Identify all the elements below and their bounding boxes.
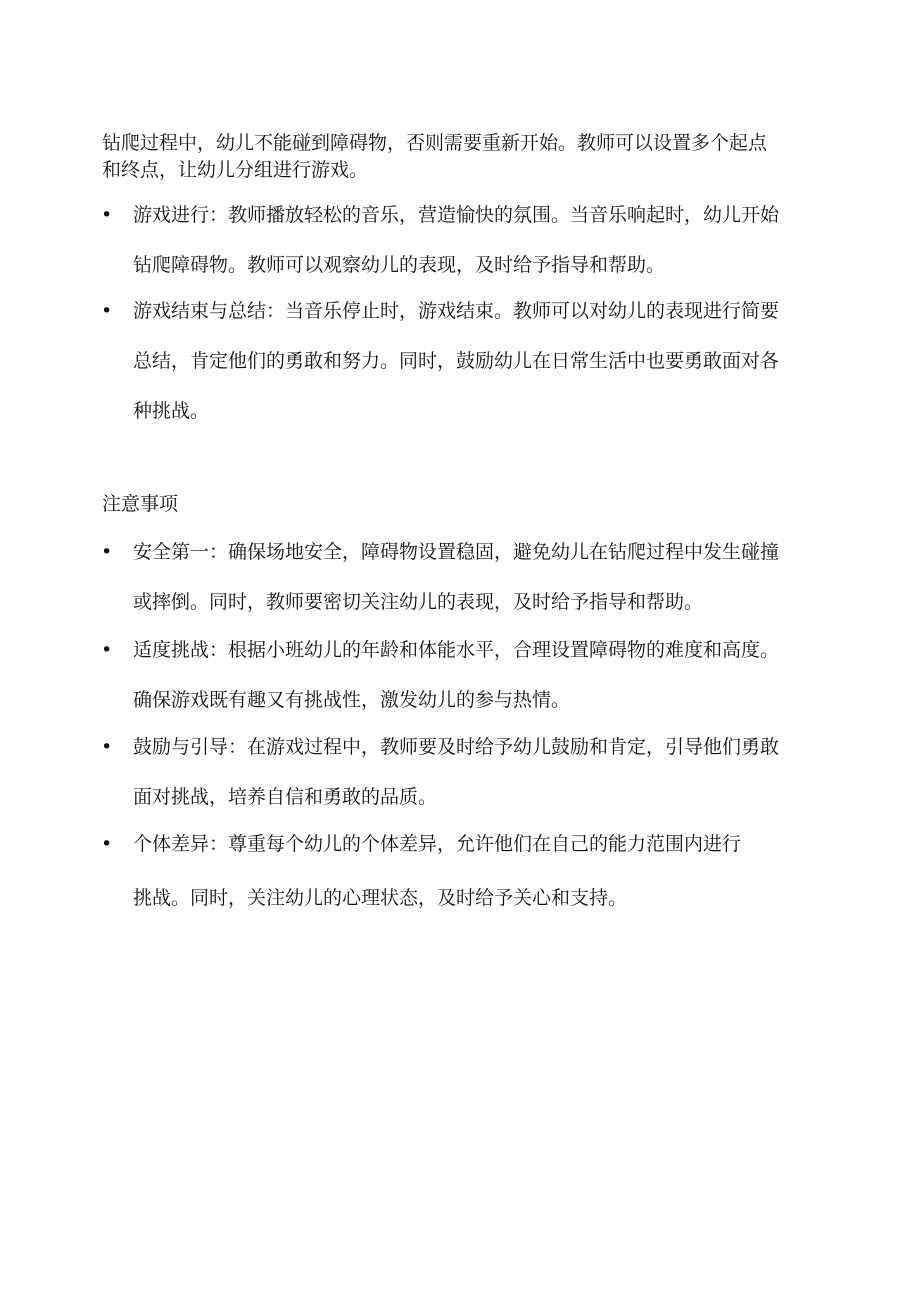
list-item-individual-differences — [0, 819, 920, 923]
intro-paragraph — [102, 130, 822, 184]
list-item-line: 或摔倒。同时，教师要密切关注幼儿的表现，及时给予指导和帮助。 — [133, 591, 704, 613]
list-item-line: 适度挑战：根据小班幼儿的年龄和体能水平，合理设置障碍物的难度和高度。 — [133, 639, 780, 661]
list-item-line: 鼓励与引导：在游戏过程中，教师要及时给予幼儿鼓励和肯定，引导他们勇敢 — [133, 736, 780, 758]
bullet-icon: • — [101, 736, 113, 758]
bullet-icon: • — [101, 541, 113, 563]
bullet-icon: • — [101, 833, 113, 855]
list-item-line: 安全第一：确保场地安全，障碍物设置稳固，避免幼儿在钻爬过程中发生碰撞 — [133, 541, 780, 563]
intro-line: 钻爬过程中，幼儿不能碰到障碍物，否则需要重新开始。教师可以设置多个起点 — [102, 132, 768, 154]
list-item-game-end — [0, 286, 920, 436]
list-item-line: 面对挑战，培养自信和勇敢的品质。 — [133, 786, 438, 808]
list-item-game-progress — [0, 190, 920, 290]
list-item-encouragement — [0, 722, 920, 822]
bullet-icon: • — [101, 639, 113, 661]
list-item-line: 总结，肯定他们的勇敢和努力。同时，鼓励幼儿在日常生活中也要勇敢面对各 — [133, 350, 780, 372]
list-item-line: 个体差异：尊重每个幼儿的个体差异，允许他们在自己的能力范围内进行 — [133, 833, 742, 855]
list-item-line: 游戏进行：教师播放轻松的音乐，营造愉快的氛围。当音乐响起时，幼儿开始 — [133, 204, 780, 226]
list-item-safety — [0, 527, 920, 627]
list-item-challenge — [0, 625, 920, 725]
bullet-icon: • — [101, 204, 113, 226]
list-item-line: 种挑战。 — [133, 400, 210, 422]
list-item-line: 游戏结束与总结：当音乐停止时，游戏结束。教师可以对幼儿的表现进行简要 — [133, 300, 780, 322]
list-item-line: 挑战。同时，关注幼儿的心理状态，及时给予关心和支持。 — [133, 887, 628, 909]
bullet-icon: • — [101, 300, 113, 322]
intro-line: 和终点，让幼儿分组进行游戏。 — [102, 159, 369, 181]
list-item-line: 确保游戏既有趣又有挑战性，激发幼儿的参与热情。 — [133, 689, 571, 711]
list-item-line: 钻爬障碍物。教师可以观察幼儿的表现，及时给予指导和帮助。 — [133, 254, 666, 276]
notes-heading: 注意事项 — [102, 493, 179, 515]
